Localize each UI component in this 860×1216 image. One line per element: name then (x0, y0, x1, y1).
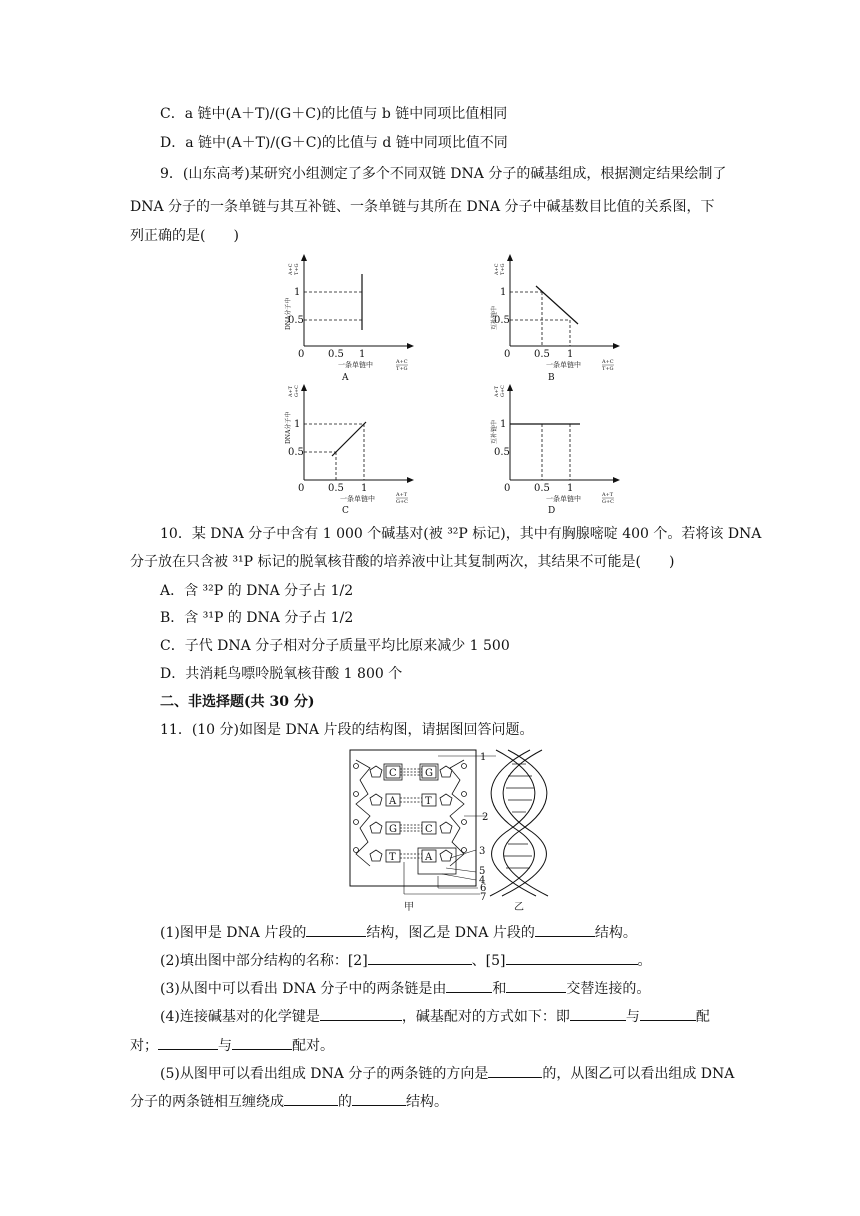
svg-text:G+C: G+C (396, 499, 409, 505)
chart-c-series (332, 422, 366, 456)
svg-text:互补链中: 互补链中 (491, 419, 498, 444)
chart-a-xtick-1: 1 (359, 349, 366, 360)
svg-text:DNA分子中: DNA分子中 (285, 297, 292, 330)
chart-a-ytick-1: 1 (294, 287, 301, 298)
q10-stem-line2: 分子放在只含被 ³¹P 标记的脱氧核苷酸的培养液中让其复制两次，其结果不可能是( ) (130, 554, 675, 570)
chart-a (280, 250, 430, 382)
chart-a-origin: 0 (298, 349, 305, 360)
base-left-2: A (389, 796, 397, 807)
svg-text:A+C: A+C (288, 263, 294, 275)
answer-blank[interactable] (446, 978, 492, 993)
chart-b-ytick-0.5: 0.5 (494, 315, 510, 326)
label-jia: 甲 (404, 902, 414, 912)
chart-a-xlabel: 一条单链中 (338, 361, 373, 369)
chart-b-xtick-0.5: 0.5 (534, 349, 550, 360)
answer-blank[interactable] (488, 1063, 542, 1078)
chart-d-label: D (548, 506, 556, 514)
chart-d-origin: 0 (504, 483, 511, 494)
answer-blank[interactable] (158, 1035, 218, 1050)
chart-b-origin: 0 (504, 349, 511, 360)
svg-text:A+T: A+T (494, 385, 500, 397)
q11-part4-line2: 对； 与 配对。 (130, 1035, 740, 1056)
q10-option-a: A．含 ³²P 的 DNA 分子占 1/2 (160, 583, 354, 599)
q9-stem-line3: 列正确的是( ) (130, 228, 239, 244)
svg-text:A+C: A+C (494, 263, 500, 275)
chart-c-xtick-1: 1 (361, 483, 368, 494)
chart-d-xtick-0.5: 0.5 (534, 483, 550, 494)
q10-option-b: B．含 ³¹P 的 DNA 分子占 1/2 (160, 610, 354, 626)
chart-b-xlabel: 一条单链中 (546, 361, 581, 369)
chart-a-label: A (342, 373, 349, 382)
base-right-1: G (425, 768, 433, 779)
svg-text:T+G: T+G (294, 263, 300, 275)
chart-c-origin: 0 (298, 483, 305, 494)
label-6: 6 (480, 883, 487, 894)
chart-b (486, 250, 636, 382)
chart-a-xtick-0.5: 0.5 (328, 349, 344, 360)
answer-blank[interactable] (506, 978, 566, 993)
svg-text:A+T: A+T (602, 492, 614, 498)
base-left-4: T (389, 852, 396, 863)
chart-c-ytick-1: 1 (294, 419, 301, 430)
chart-c (280, 382, 430, 514)
chart-a-ytick-0.5: 0.5 (288, 315, 304, 326)
label-1: 1 (480, 752, 487, 763)
q9-stem-line1: 9．(山东高考)某研究小组测定了多个不同双链 DNA 分子的碱基组成，根据测定结果绘制了 (160, 166, 727, 182)
q11-part5-line1: (5)从图甲可以看出组成 DNA 分子的两条链的方向是 的，从图乙可以看出组成 DNA (160, 1063, 770, 1084)
answer-blank[interactable] (535, 922, 595, 937)
chart-d-xlabel: 一条单链中 (546, 495, 581, 503)
label-5: 5 (479, 866, 486, 877)
answer-blank[interactable] (570, 1006, 626, 1021)
base-right-2: T (425, 796, 432, 807)
chart-b-ytick-1: 1 (500, 287, 507, 298)
svg-text:A+T: A+T (288, 385, 294, 397)
chart-d-xtick-1: 1 (567, 483, 574, 494)
answer-blank[interactable] (640, 1006, 696, 1021)
chart-c-xlabel: 一条单链中 (340, 495, 375, 503)
q10-stem-line1: 10．某 DNA 分子中含有 1 000 个碱基对(被 ³²P 标记)，其中有胸腺嘧啶 400 个。若将该 DNA (160, 526, 762, 542)
svg-text:G+C: G+C (294, 384, 300, 397)
answer-blank[interactable] (506, 950, 638, 965)
svg-text:T+G: T+G (602, 366, 614, 372)
q10-option-d: D．共消耗鸟嘌呤脱氧核苷酸 1 800 个 (160, 666, 403, 682)
label-4: 4 (479, 875, 486, 886)
label-3: 3 (479, 846, 486, 857)
q11-part5-line2: 分子的两条链相互缠绕成 的 结构。 (130, 1091, 740, 1112)
chart-d-ytick-1: 1 (500, 419, 507, 430)
svg-text:A+C: A+C (602, 359, 614, 365)
chart-d (486, 382, 636, 514)
q11-part4-line1: (4)连接碱基对的化学键是 ，碱基配对的方式如下：即 与 配 (160, 1006, 770, 1027)
label-7: 7 (480, 892, 487, 903)
q10-option-c: C．子代 DNA 分子相对分子质量平均比原来减少 1 500 (160, 638, 510, 654)
chart-b-label: B (548, 373, 555, 382)
chart-c-ytick-0.5: 0.5 (288, 447, 304, 458)
label-yi: 乙 (514, 902, 524, 912)
chart-d-ytick-0.5: 0.5 (494, 447, 510, 458)
section-heading: 二、非选择题(共 30 分) (160, 694, 315, 710)
q11-part1: (1)图甲是 DNA 片段的 结构，图乙是 DNA 片段的 结构。 (160, 922, 770, 943)
svg-text:T+G: T+G (396, 366, 408, 372)
chart-c-label: C (342, 506, 349, 514)
dna-structure-figure (346, 746, 556, 912)
label-2: 2 (482, 812, 489, 823)
svg-text:T+G: T+G (500, 263, 506, 275)
chart-c-xtick-0.5: 0.5 (328, 483, 344, 494)
base-right-4: A (425, 852, 433, 863)
svg-text:A+C: A+C (396, 359, 408, 365)
answer-blank[interactable] (352, 1091, 406, 1106)
answer-blank[interactable] (306, 922, 366, 937)
svg-text:A+T: A+T (396, 492, 408, 498)
svg-text:互补链中: 互补链中 (491, 305, 498, 330)
chart-b-xtick-1: 1 (567, 349, 574, 360)
answer-blank[interactable] (284, 1091, 338, 1106)
base-left-3: G (389, 824, 397, 835)
q8-option-c: C．a 链中(A＋T)/(G＋C)的比值与 b 链中同项比值相同 (160, 106, 508, 122)
answer-blank[interactable] (320, 1006, 402, 1021)
answer-blank[interactable] (232, 1035, 292, 1050)
q8-option-d: D．a 链中(A＋T)/(G＋C)的比值与 d 链中同项比值不同 (160, 135, 508, 151)
chart-d-ylabel (490, 385, 506, 444)
chart-c-ylabel (284, 385, 300, 444)
base-left-1: C (389, 768, 397, 779)
q11-part3: (3)从图中可以看出 DNA 分子中的两条链是由 和 交替连接的。 (160, 978, 770, 999)
q9-stem-line2: DNA 分子的一条单链与其互补链、一条单链与其所在 DNA 分子中碱基数目比值的关系图，下 (130, 199, 715, 215)
svg-text:G+C: G+C (602, 499, 615, 505)
base-right-3: C (425, 824, 433, 835)
q11-stem: 11．(10 分)如图是 DNA 片段的结构图，请据图回答问题。 (160, 722, 534, 738)
svg-text:DNA分子中: DNA分子中 (285, 411, 292, 444)
answer-blank[interactable] (368, 950, 472, 965)
q11-part2: (2)填出图中部分结构的名称：[2] 、[5] 。 (160, 950, 770, 971)
svg-text:G+C: G+C (500, 384, 506, 397)
